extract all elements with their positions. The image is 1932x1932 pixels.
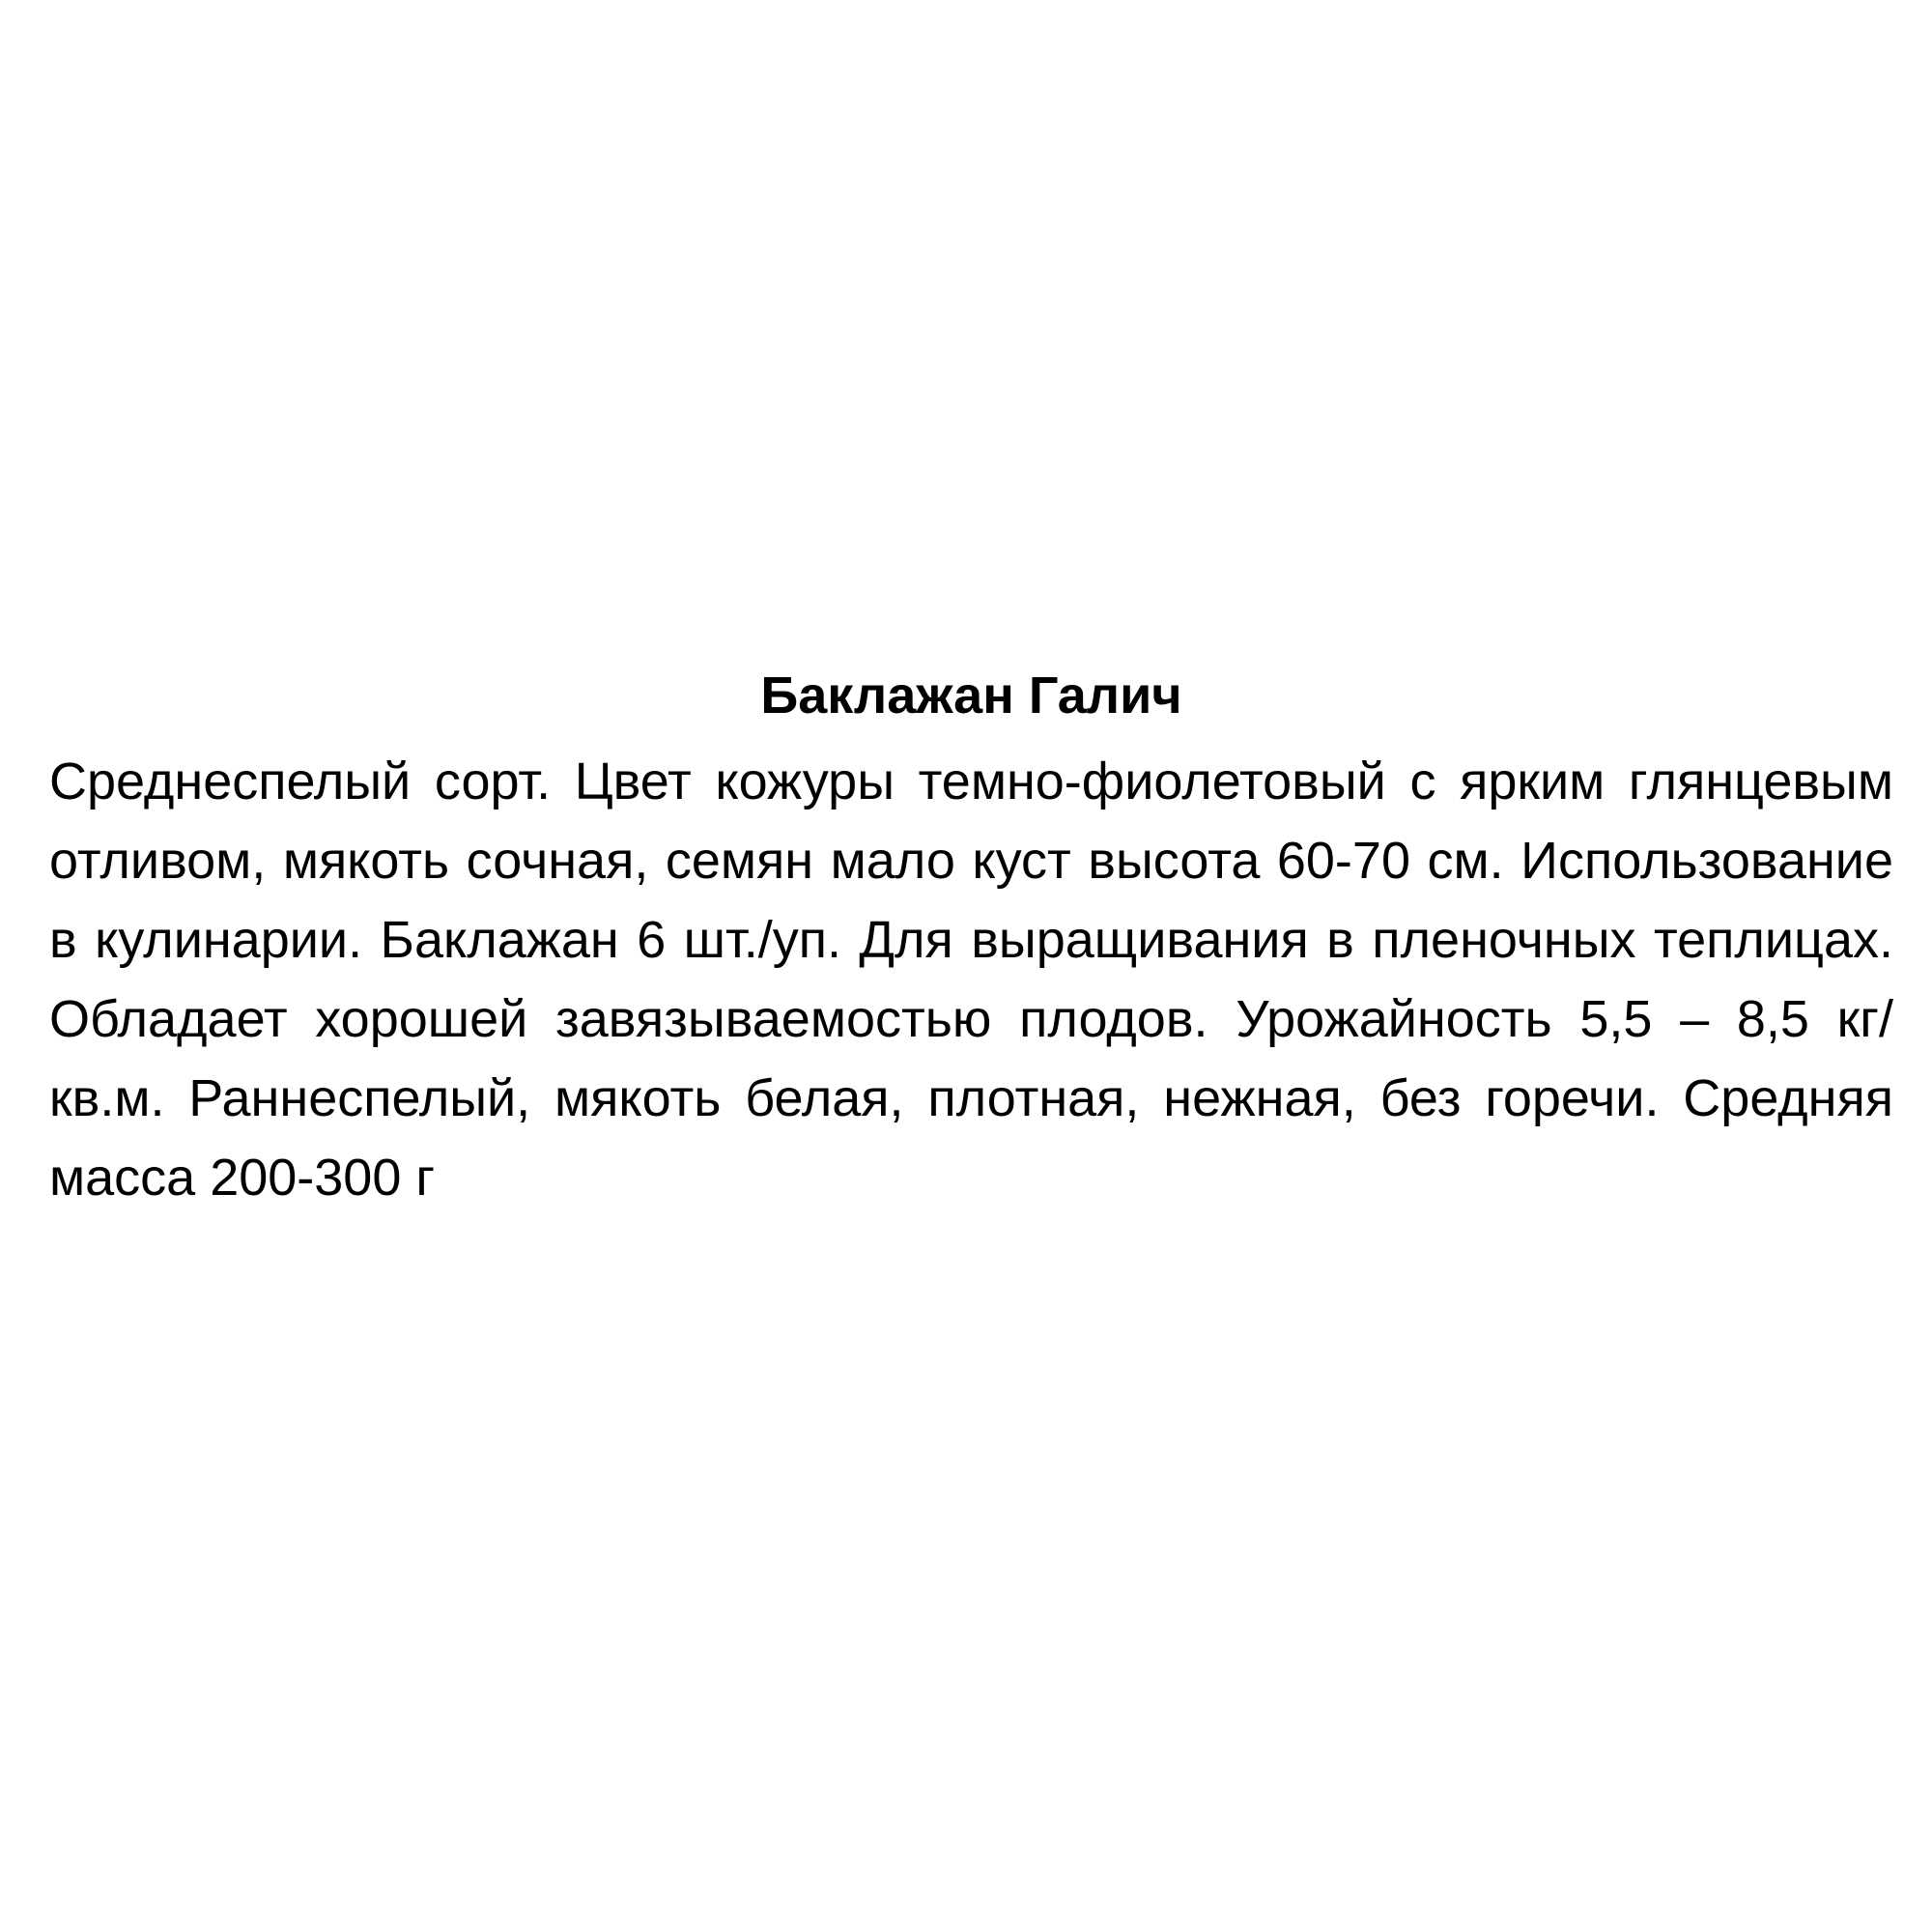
product-description-block	[49, 667, 1893, 1217]
product-description: Среднеспелый сорт. Цвет кожуры темно-фиолетовый с ярким глянцевым отливом, мякоть сочная, семян мало куст высота 60-70 см. Использование в кулинарии. Баклажан 6 шт./уп. Для выращивания в пленочных теплицах. Обладает хорошей завязываемостью плодов. Урожайность 5,5 – 8,5 кг/кв.м. Раннеспелый, мякоть белая, плотная, нежная, без горечи. Средняя масса 200-300 г	[49, 753, 1893, 1207]
product-title: Баклажан Галич	[760, 667, 1182, 724]
